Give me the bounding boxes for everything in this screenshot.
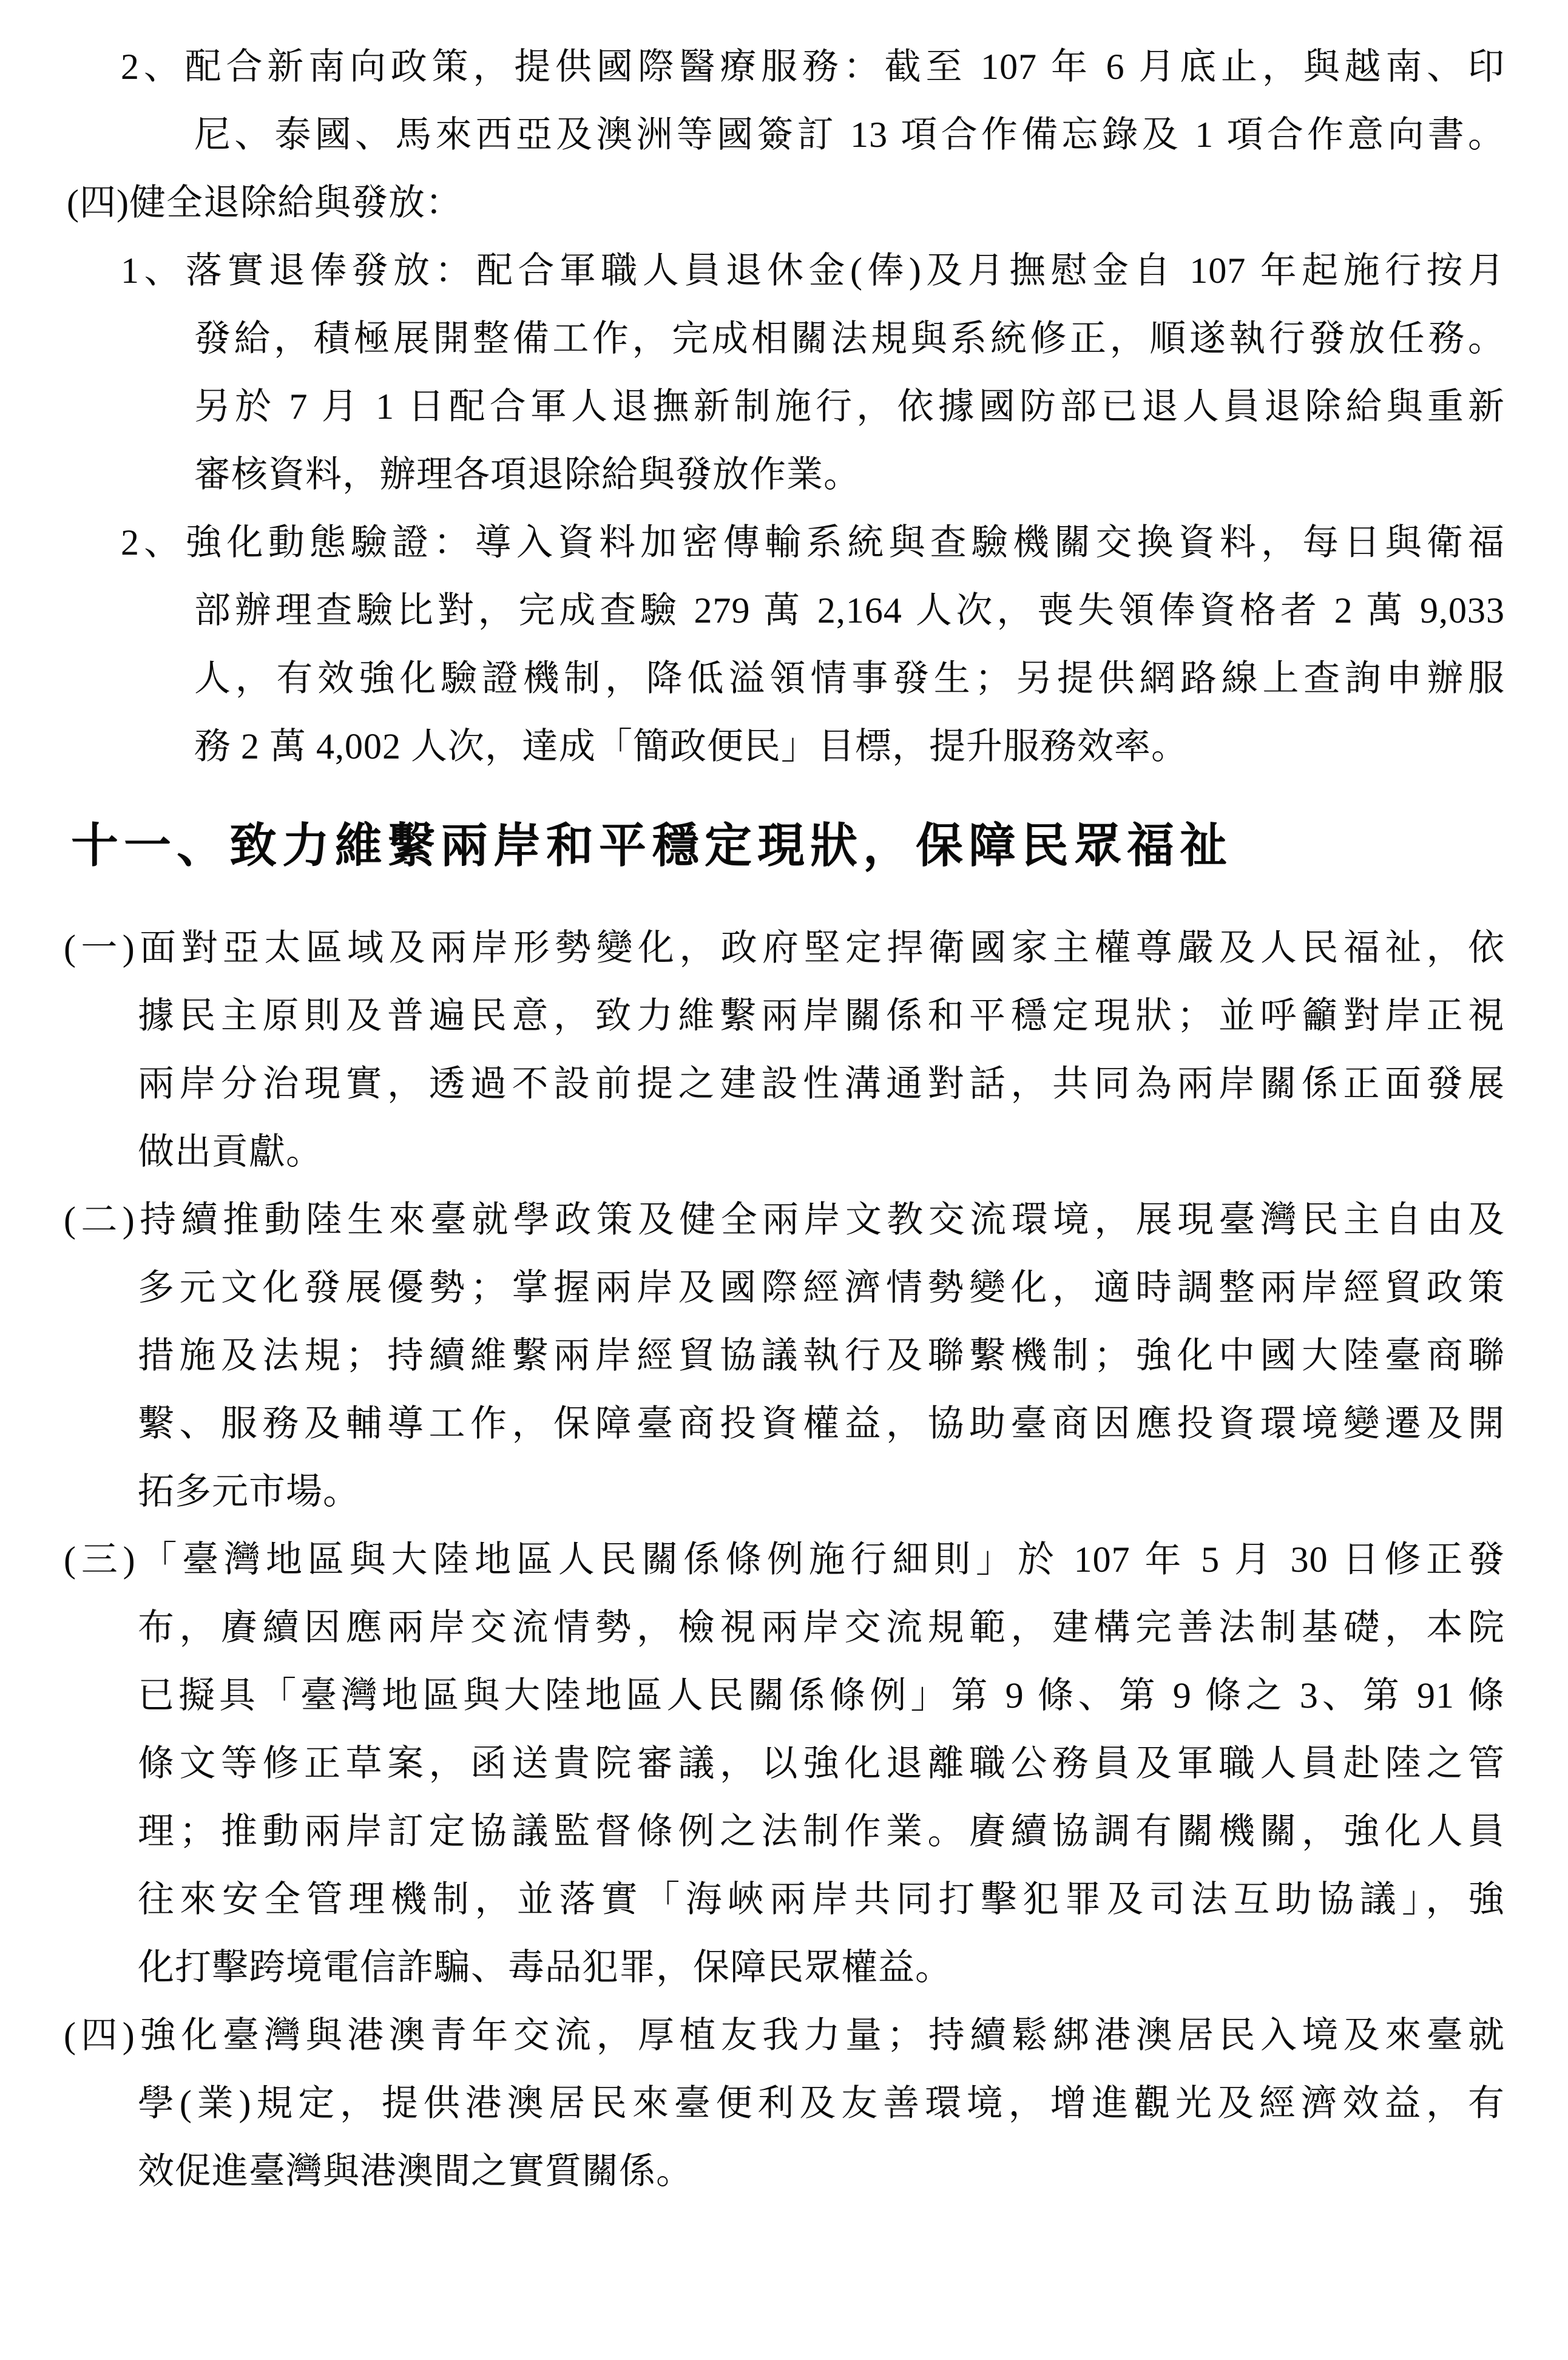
text-line: 拓多元市場。	[138, 1472, 360, 1512]
text-line: (三)「臺灣地區與大陸地區人民關係條例施行細則」於 107 年 5 月 30 日修正發	[64, 1540, 1505, 1580]
text-line: 2、強化動態驗證：導入資料加密傳輸系統與查驗機關交換資料，每日與衛福	[121, 522, 1505, 563]
text-line: 繫、服務及輔導工作，保障臺商投資權益，協助臺商因應投資環境變遷及開	[138, 1404, 1505, 1444]
text-line: 審核資料，辦理各項退除給與發放作業。	[194, 455, 860, 495]
text-line: (四)健全退除給與發放：	[67, 183, 462, 223]
text-line: 往來安全管理機制，並落實「海峽兩岸共同打擊犯罪及司法互助協議」，強	[138, 1879, 1505, 1919]
text-line: 2、配合新南向政策，提供國際醫療服務：截至 107 年 6 月底止，與越南、印	[121, 47, 1505, 87]
numbered-item	[61, 237, 1505, 509]
section-heading	[61, 806, 1505, 886]
text-line: 效促進臺灣與港澳間之實質關係。	[138, 2151, 693, 2191]
text-line: 部辦理查驗比對，完成查驗 279 萬 2,164 人次，喪失領俸資格者 2 萬 9,033	[194, 590, 1505, 631]
text-line: 另於 7 月 1 日配合軍人退撫新制施行，依據國防部已退人員退除給與重新	[194, 387, 1505, 427]
text-line: 條文等修正草案，函送貴院審議，以強化退離職公務員及軍職人員赴陸之管	[138, 1743, 1505, 1784]
text-line: 尼、泰國、馬來西亞及澳洲等國簽訂 13 項合作備忘錄及 1 項合作意向書。	[194, 115, 1505, 155]
paragraph	[61, 1186, 1505, 1526]
text-line: 化打擊跨境電信詐騙、毒品犯罪，保障民眾權益。	[138, 1947, 952, 1987]
paragraph	[61, 1526, 1505, 2001]
numbered-item	[61, 509, 1505, 780]
text-line: (二)持續推動陸生來臺就學政策及健全兩岸文教交流環境，展現臺灣民主自由及	[64, 1200, 1505, 1240]
text-line: (四)強化臺灣與港澳青年交流，厚植友我力量；持續鬆綁港澳居民入境及來臺就	[64, 2015, 1505, 2055]
paragraph	[61, 2001, 1505, 2205]
text-line: 務 2 萬 4,002 人次，達成「簡政便民」目標，提升服務效率。	[194, 726, 1188, 766]
numbered-item	[61, 33, 1505, 169]
text-line: 已擬具「臺灣地區與大陸地區人民關係條例」第 9 條、第 9 條之 3、第 91 條	[138, 1675, 1505, 1716]
text-line: 多元文化發展優勢；掌握兩岸及國際經濟情勢變化，適時調整兩岸經貿政策	[138, 1268, 1505, 1308]
text-line: 人，有效強化驗證機制，降低溢領情事發生；另提供網路線上查詢申辦服	[194, 658, 1505, 698]
text-line: 做出貢獻。	[138, 1132, 323, 1172]
text-line: 據民主原則及普遍民意，致力維繫兩岸關係和平穩定現狀；並呼籲對岸正視	[138, 996, 1505, 1036]
text-line: (一)面對亞太區域及兩岸形勢變化，政府堅定捍衛國家主權尊嚴及人民福祉，依	[64, 928, 1505, 968]
text-line: 理；推動兩岸訂定協議監督條例之法制作業。賡續協調有關機關，強化人員	[138, 1811, 1505, 1851]
text-line: 1、落實退俸發放：配合軍職人員退休金(俸)及月撫慰金自 107 年起施行按月	[121, 251, 1505, 291]
text-line: 措施及法規；持續維繫兩岸經貿協議執行及聯繫機制；強化中國大陸臺商聯	[138, 1336, 1505, 1376]
text-line: 十一、致力維繫兩岸和平穩定現狀，保障民眾福祉	[71, 819, 1233, 872]
text-line: 發給，積極展開整備工作，完成相關法規與系統修正，順遂執行發放任務。	[194, 319, 1505, 359]
text-line: 布，賡續因應兩岸交流情勢，檢視兩岸交流規範，建構完善法制基礎，本院	[138, 1608, 1505, 1648]
text-line: 學(業)規定，提供港澳居民來臺便利及友善環境，增進觀光及經濟效益，有	[138, 2083, 1505, 2123]
text-line: 兩岸分治現實，透過不設前提之建設性溝通對話，共同為兩岸關係正面發展	[138, 1064, 1505, 1104]
section-label	[61, 169, 1505, 237]
paragraph	[61, 914, 1505, 1186]
